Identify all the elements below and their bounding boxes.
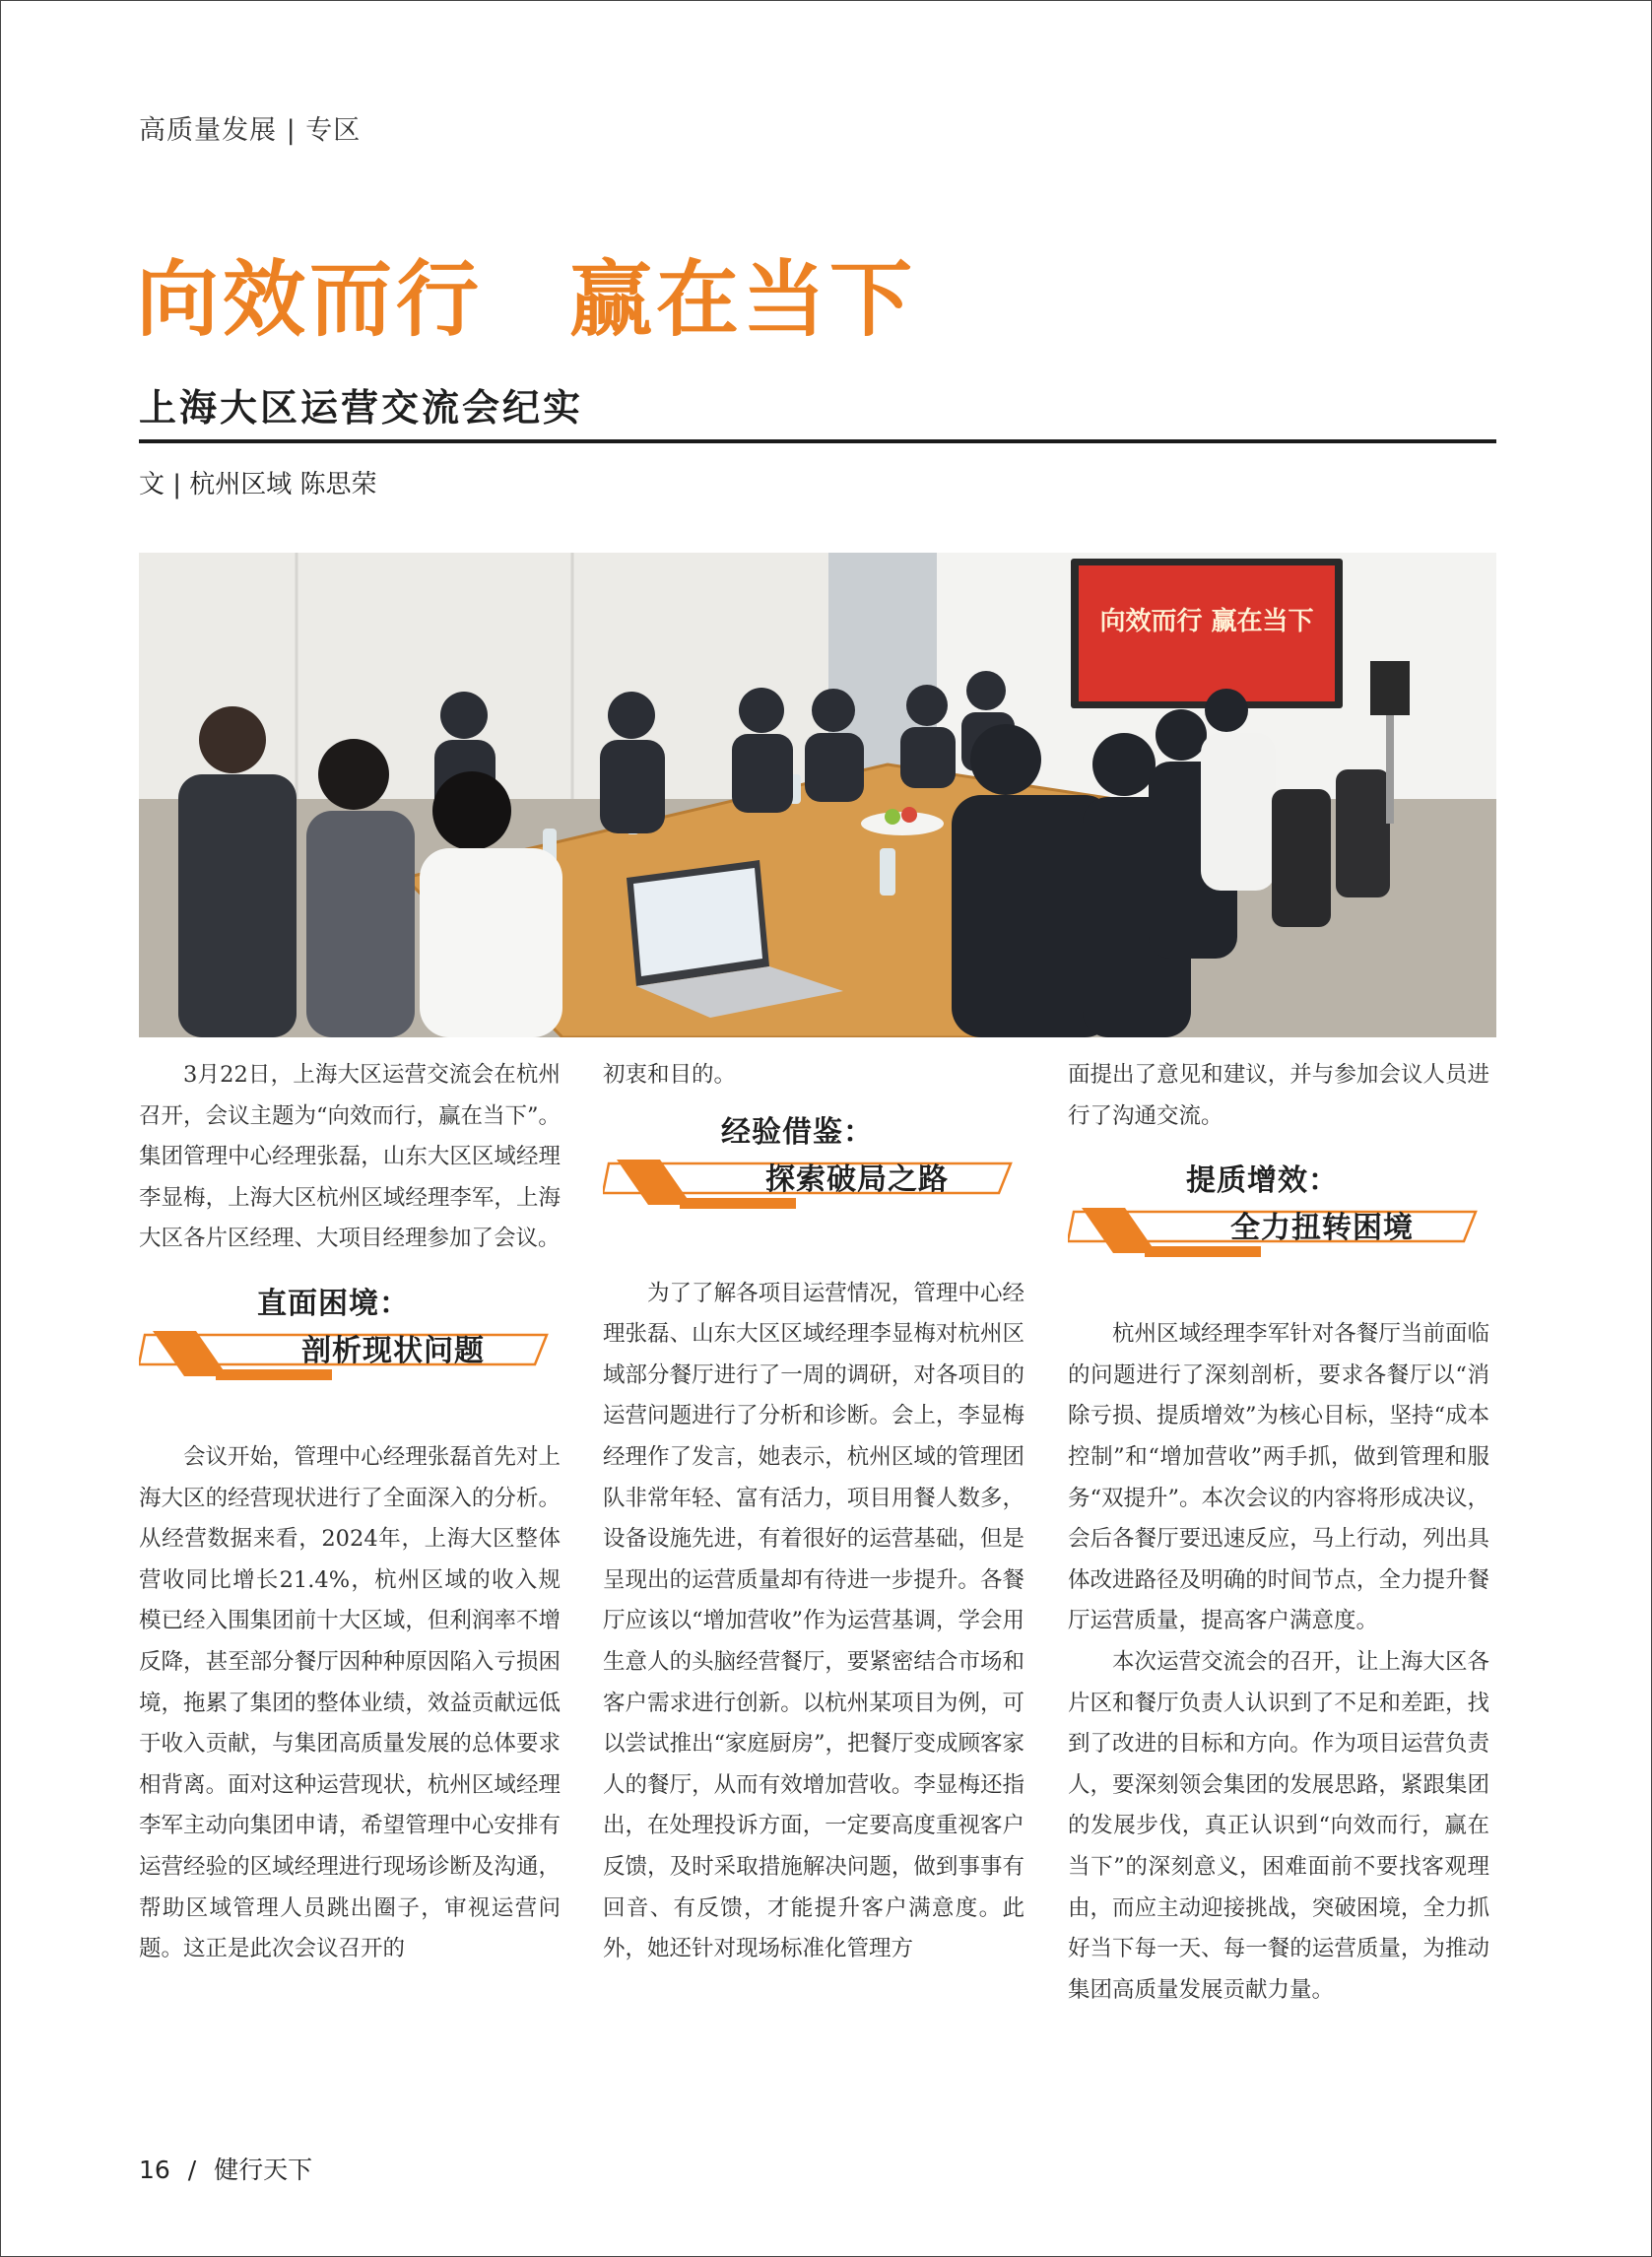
- article-subtitle: 上海大区运营交流会纪实: [139, 386, 584, 430]
- title-rule: [139, 439, 1496, 443]
- magazine-name: 健行天下: [214, 2156, 313, 2184]
- col2-paragraph-1: 为了了解各项目运营情况，管理中心经理张磊、山东大区区域经理李显梅对杭州区域部分餐厅进行了一周的调研，对各项目的运营问题进行了分析和诊断。会上，李显梅经理作了发言，她表示，杭州区域的管理团队非常年轻、富有活力，项目用餐人数多，设备设施先进，有着很好的运营基础，但是呈现出的运营质量却有待进一步提升。各餐厅应该以“增加营收”作为运营基调，学会用生意人的头脑经营餐厅，要紧密结合市场和客户需求进行创新。以杭州某项目为例，可以尝试推出“家庭厨房”，把餐厅变成顾客家人的餐厅，从而有效增加营收。李显梅还指出，在处理投诉方面，一定要高度重视客户反馈，及时采取措施解决问题，做到事事有回音、有反馈，才能提升客户满意度。此外，她还针对现场标准化管理方: [603, 1280, 1025, 1962]
- section-heading-3-line2: 全力扭转困境: [1230, 1211, 1414, 1246]
- section-heading-2-line2: 探索破局之路: [765, 1162, 949, 1197]
- section-heading-2-line1: 经验借鉴：: [721, 1114, 874, 1150]
- screen-slogan: 向效而行 赢在当下: [1099, 607, 1314, 636]
- page-number: 16: [139, 2156, 170, 2184]
- section-heading-3: [1068, 1147, 1489, 1271]
- section-heading-1-line2: 剖析现状问题: [301, 1333, 485, 1368]
- col1-paragraph-2: 会议开始，管理中心经理张磊首先对上海大区的经营现状进行了全面深入的分析。从经营数据来看，2024年，上海大区整体营收同比增长21.4%，杭州区域的收入规模已经入围集团前十大区域，但利润率不增反降，甚至部分餐厅因种种原因陷入亏损困境，拖累了集团的整体业绩，效益贡献远低于收入贡献，与集团高质量发展的总体要求相背离。面对这种运营现状，杭州区域经理李军主动向集团申请，希望管理中心安排有运营经验的区域经理进行现场诊断及沟通，帮助区域管理人员跳出圈子，审视运营问题。这正是此次会议召开的: [139, 1443, 561, 1962]
- meeting-photo: [139, 553, 1496, 1037]
- col1-paragraph-1: 3月22日，上海大区运营交流会在杭州召开，会议主题为“向效而行，赢在当下”。集团管理中心经理张磊，山东大区区域经理李显梅，上海大区杭州区域经理李军，上海大区各片区经理、大项目经理参加了会议。: [139, 1062, 562, 1252]
- page-footer: [139, 2151, 312, 2186]
- section-heading-2: [603, 1106, 1024, 1230]
- col3-paragraph-1: 杭州区域经理李军针对各餐厅当前面临的问题进行了深刻剖析，要求各餐厅以“消除亏损、提质增效”为核心目标，坚持“成本控制”和“增加营收”两手抓，做到管理和服务“双提升”。本次会议的内容将形成决议，会后各餐厅要迅速反应，马上行动，列出具体改进路径及明确的时间节点，全力提升餐厅运营质量，提高客户满意度。: [1068, 1321, 1490, 1634]
- col3-paragraph-2: 本次运营交流会的召开，让上海大区各片区和餐厅负责人认识到了不足和差距，找到了改进的目标和方向。作为项目运营负责人，要深刻领会集团的发展思路，紧跟集团的发展步伐，真正认识到“向效而行，赢在当下”的深刻意义，困难面前不要找客观理由，而应主动迎接挑战，突破困境，全力抓好当下每一天、每一餐的运营质量，为推动集团高质量发展贡献力量。: [1068, 1648, 1489, 2003]
- column-1: [139, 1055, 561, 1970]
- column-2: [603, 1055, 1024, 1970]
- section-heading-3-line1: 提质增效：: [1186, 1163, 1339, 1199]
- running-header: 高质量发展 | 专区: [139, 115, 362, 146]
- section-heading-1-line1: 直面困境：: [257, 1286, 410, 1321]
- footer-separator: /: [187, 2156, 197, 2184]
- column-3: [1068, 1055, 1489, 2011]
- meeting-photo-illustration: [139, 553, 1496, 1037]
- article-title: 向效而行 赢在当下: [136, 250, 917, 348]
- section-heading-1: [139, 1270, 561, 1394]
- col2-paragraph-0: 初衷和目的。: [603, 1062, 737, 1088]
- col3-paragraph-0: 面提出了意见和建议，并与参加会议人员进行了沟通交流。: [1068, 1062, 1489, 1129]
- byline: 文 | 杭州区域 陈思荣: [139, 470, 377, 499]
